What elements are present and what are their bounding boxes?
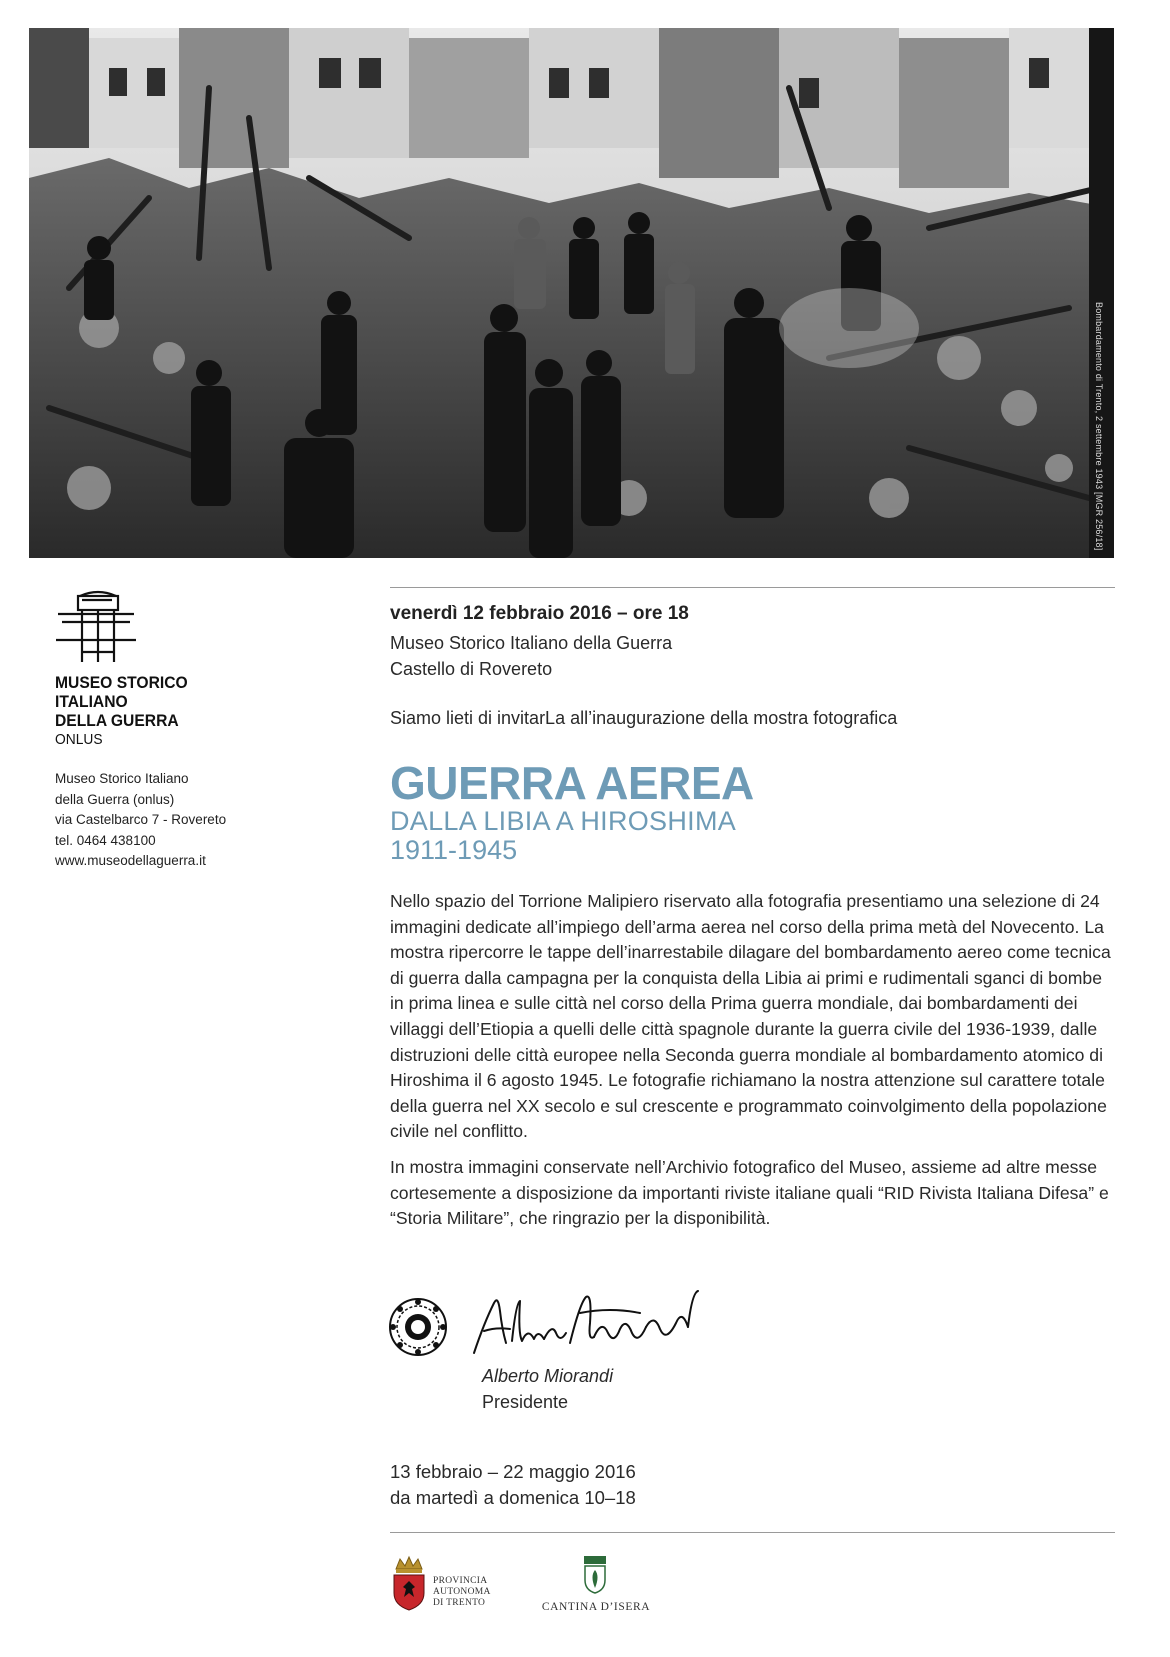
venue-line: Castello di Rovereto bbox=[390, 659, 553, 679]
description-paragraph: Nello spazio del Torrione Malipiero riservato alla fotografia presentiamo una selezione di 24 immagini dedicate all’impiego dell’arma aerea nel corso della prima metà del Novecento. La mostra ripercorre le tappe dell’inarrestabile dilagare del bombardamento aereo come tecnica di guerra dalla campagna per la conquista della Libia ai primi e rudimentali sganci di bombe in prima linea e sulle città nel corso della Prima guerra mondiale, dai bombardamenti dei villaggi dell’Etiopia a quelli delle città spagnole durante la guerra civile del 1936-1939, dalle distruzioni delle città europee nella Seconda guerra mondiale al bombardamento atomico di Hiroshima il 6 agosto 1945. Le fotografie richiamano la nostra attenzione sul carattere totale della guerra nel XX secolo e sul crescente e programmato coinvolgimento della popolazione civile nel conflitto. bbox=[390, 891, 1111, 1142]
description-paragraph: In mostra immagini conservate nell’Archivio fotografico del Museo, assieme ad altre messe cortesemente a disposizione da importanti riviste italiane quali “RID Rivista Italiana Difesa” e “Storia Militare”, che ringrazio per la disponibilità. bbox=[390, 1156, 1109, 1229]
address-line: della Guerra (onlus) bbox=[55, 791, 175, 807]
museum-address bbox=[55, 769, 315, 872]
event-venue bbox=[390, 630, 1120, 682]
cantina-isera-emblem-icon bbox=[582, 1554, 608, 1594]
exhibition-title: GUERRA AEREA bbox=[390, 757, 754, 809]
divider-top bbox=[390, 587, 1115, 588]
museum-tower-logo-icon bbox=[52, 588, 138, 664]
rubble-scene-illustration bbox=[29, 28, 1114, 558]
address-line: via Castelbarco 7 - Rovereto bbox=[55, 812, 227, 827]
address-line: Museo Storico Italiano bbox=[55, 771, 189, 786]
address-website-link[interactable]: www.museodellaguerra.it bbox=[55, 853, 206, 868]
museum-name-line: DELLA GUERRA bbox=[55, 711, 179, 730]
divider-bottom bbox=[390, 1532, 1115, 1533]
provincia-trento-label bbox=[433, 1576, 491, 1609]
provincia-line: DI TRENTO bbox=[433, 1598, 486, 1608]
museum-name bbox=[55, 673, 276, 749]
handwritten-signature bbox=[470, 1283, 710, 1363]
schedule-hours: da martedì a domenica 10–18 bbox=[390, 1487, 636, 1508]
provincia-line: AUTONOMA bbox=[433, 1587, 491, 1597]
signer-role: Presidente bbox=[482, 1392, 569, 1412]
museum-name-line: MUSEO STORICO bbox=[55, 673, 188, 692]
header-photo bbox=[29, 28, 1114, 558]
photo-caption: Bombardamento di Trento, 2 settembre 1943 [MGR 256/18] bbox=[1094, 301, 1104, 550]
venue-line: Museo Storico Italiano della Guerra bbox=[390, 633, 673, 653]
museum-onlus: ONLUS bbox=[55, 731, 103, 748]
provincia-line: PROVINCIA bbox=[433, 1576, 488, 1586]
signer-name: Alberto Miorandi bbox=[482, 1366, 614, 1386]
cantina-isera-label: CANTINA D’ISERA bbox=[541, 1601, 651, 1613]
schedule-period: 13 febbraio – 22 maggio 2016 bbox=[390, 1461, 636, 1482]
exhibition-subtitle: DALLA LIBIA A HIROSHIMA bbox=[390, 806, 737, 836]
address-phone: tel. 0464 438100 bbox=[55, 832, 156, 848]
museum-name-line: ITALIANO bbox=[55, 692, 128, 711]
invitation-text: Siamo lieti di invitarLa all’inaugurazione della mostra fotografica bbox=[390, 708, 898, 728]
exhibition-years: 1911-1945 bbox=[390, 835, 518, 865]
provincia-trento-crest-icon bbox=[390, 1555, 428, 1611]
exhibition-schedule bbox=[390, 1459, 1120, 1511]
museum-seal-icon bbox=[388, 1297, 448, 1357]
event-date-time: venerdì 12 febbraio 2016 – ore 18 bbox=[390, 603, 689, 624]
exhibition-description bbox=[390, 889, 1112, 1242]
